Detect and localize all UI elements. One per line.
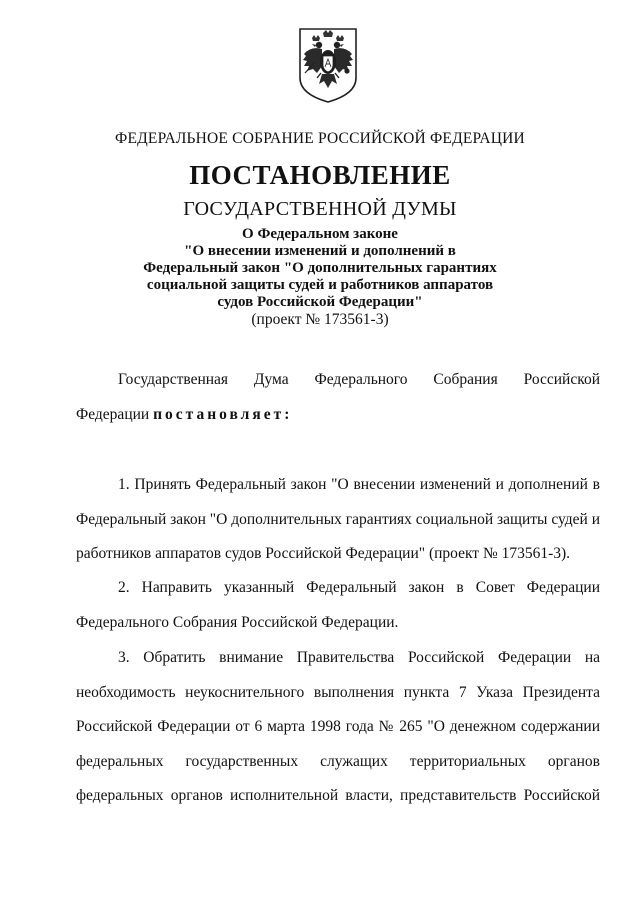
paragraph-line: федеральных органов исполнительной власти, представительств Российской — [76, 787, 600, 804]
resolution-item-2 — [76, 571, 600, 640]
paragraph-line: работников аппаратов судов Российской Федерации" (проект № 173561-3). — [76, 545, 571, 562]
assembly-title: ФЕДЕРАЛЬНОЕ СОБРАНИЕ РОССИЙСКОЙ ФЕДЕРАЦИИ — [115, 130, 525, 147]
subject-line: О Федеральном законе — [242, 226, 398, 242]
issuing-body: ГОСУДАРСТВЕННОЙ ДУМЫ — [183, 198, 457, 220]
subject-line: "О внесении изменений и дополнений в — [184, 243, 456, 259]
preamble-paragraph — [76, 363, 600, 432]
resolution-item-3 — [76, 641, 600, 814]
paragraph-line — [76, 398, 600, 433]
subject-line: социальной защиты судей и работников аппаратов — [146, 277, 494, 293]
resolution-verb: постановляет: — [153, 405, 293, 423]
paragraph-line: необходимость неукоснительного выполнения пункта 7 Указа Президента — [76, 683, 600, 701]
document-type: ПОСТАНОВЛЕНИЕ — [189, 160, 451, 190]
paragraph-line: 2. Направить указанный Федеральный закон в Совет Федерации — [118, 579, 600, 596]
subject-line: судов Российской Федерации" — [217, 294, 423, 310]
paragraph-line: Федеральный закон "О дополнительных гарантиях социальной защиты судей и — [76, 510, 601, 528]
paragraph-line: Федерального Собрания Российской Федерации. — [76, 613, 399, 631]
paragraph-line: Государственная Дума Федерального Собрания Российской — [118, 371, 600, 388]
preamble-subject: Федерации — [76, 405, 150, 423]
russian-coat-of-arms-icon — [297, 26, 359, 104]
subject-line: Федеральный закон "О дополнительных гарантиях — [143, 260, 497, 276]
project-number: (проект № 173561-3) — [251, 311, 389, 328]
document-subject — [0, 226, 640, 311]
paragraph-line: 1. Принять Федеральный закон "О внесении изменений и дополнений в — [118, 476, 600, 493]
paragraph-line: 3. Обратить внимание Правительства Российской Федерации на — [118, 649, 600, 666]
paragraph-line: федеральных государственных служащих территориальных органов — [76, 752, 600, 770]
resolution-item-1 — [76, 468, 600, 572]
paragraph-line: Российской Федерации от 6 марта 1998 года № 265 "О денежном содержании — [76, 718, 600, 735]
